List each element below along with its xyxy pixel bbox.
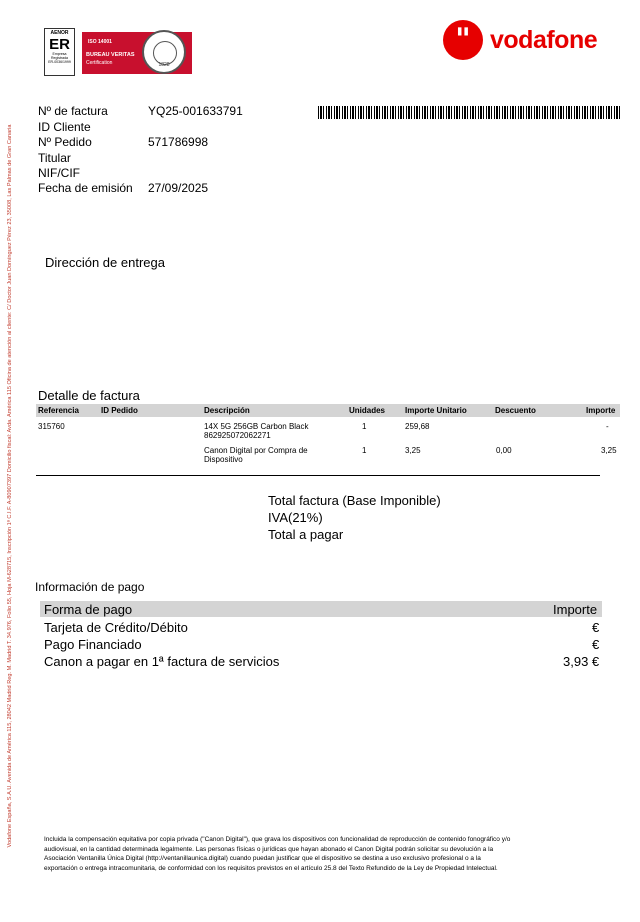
col-descripcion: Descripción (204, 406, 250, 415)
payment-row-label: Canon a pagar en 1ª factura de servicios (44, 654, 280, 669)
footer-legal (44, 835, 604, 873)
row-unit-price: 3,25 (405, 446, 421, 455)
payment-row-amount: € (592, 637, 600, 652)
aenor-code: ER-0036/1999 (48, 60, 71, 64)
order-number-value: 571786998 (148, 135, 209, 149)
bureau-veritas-logo (82, 32, 192, 74)
row-units: 1 (362, 446, 367, 455)
aenor-sub: Empresa Registrada (51, 52, 68, 60)
footer-line: Incluida la compensación equitativa por copia privada ("Canon Digital"), que grava los dispositivos con funcionalidad de reproducción de contenido fonográfico y/o (44, 836, 511, 843)
row-amount: 3,25 (601, 446, 617, 455)
col-importe: Importe (586, 406, 616, 415)
invoice-number-value: YQ25-001633791 (148, 104, 243, 118)
payment-row-label: Pago Financiado (44, 637, 142, 652)
aenor-top: AENOR (50, 30, 69, 36)
table-divider (36, 475, 600, 476)
footer-line: Asociación Ventanilla Única Digital (http://ventanillaunica.digital) cuando puedan justificar que el dispositivo se destina a uso exclusivo profesional o a la (44, 855, 481, 862)
total-pay-label: Total a pagar (268, 527, 344, 542)
row-discount: 0,00 (496, 446, 512, 455)
col-id-pedido: ID Pedido (101, 406, 138, 415)
bv-seal-icon (142, 30, 186, 74)
bv-sub: Certification (86, 60, 113, 66)
payment-row-amount: € (592, 620, 600, 635)
footer-line: audiovisual, en la cantidad determinada legalmente. Las personas físicas o jurídicas que hayan abonado el Canon Digital podrán solicitar su devolución a la (44, 845, 494, 853)
col-importe-unitario: Importe Unitario (405, 406, 467, 415)
detail-title: Detalle de factura (38, 388, 140, 403)
iva-label: IVA(21%) (268, 510, 323, 525)
client-id-label: ID Cliente (38, 120, 91, 134)
payment-row-label: Tarjeta de Crédito/Débito (44, 620, 188, 635)
row-units: 1 (362, 422, 367, 431)
row-desc-line2: Dispositivo (204, 455, 243, 464)
issue-date-value: 27/09/2025 (148, 181, 209, 195)
barcode (318, 106, 620, 119)
total-base-label: Total factura (Base Imponible) (268, 493, 441, 508)
aenor-logo (44, 28, 75, 76)
col-descuento: Descuento (495, 406, 536, 415)
payment-row-amount: 3,93 € (563, 654, 600, 669)
order-number-label: Nº Pedido (38, 135, 92, 149)
row-desc-line1: Canon Digital por Compra de (204, 446, 308, 455)
vodafone-logo-icon: " (443, 20, 483, 60)
row-unit-price: 259,68 (405, 422, 430, 431)
col-referencia: Referencia (38, 406, 79, 415)
payment-method-header: Forma de pago (44, 602, 133, 617)
bv-name: BUREAU VERITAS (86, 52, 135, 58)
bv-iso: ISO 14001 (88, 39, 112, 45)
row-ref: 315760 (38, 422, 65, 431)
delivery-title: Dirección de entrega (45, 255, 165, 270)
row-amount: - (606, 422, 609, 431)
holder-label: Titular (38, 151, 71, 165)
col-unidades: Unidades (349, 406, 386, 415)
nif-label: NIF/CIF (38, 166, 80, 180)
payment-amount-header: Importe (553, 602, 598, 617)
bv-year: 1828 (158, 62, 170, 68)
table-header (36, 404, 620, 417)
row-desc-line2: 862925072062271 (204, 431, 271, 440)
invoice-number-label: Nº de factura (38, 104, 108, 118)
issue-date-label: Fecha de emisión (38, 181, 133, 195)
footer-line: exportación o entrega intracomunitaria, de conformidad con los requisitos previstos en el artículo 25.8 del Texto Refundido de la Ley de Propiedad Intelectual. (44, 864, 498, 872)
brand-name: vodafone (490, 26, 598, 54)
aenor-mark: ER (49, 36, 70, 53)
row-desc-line1: 14X 5G 256GB Carbon Black (204, 422, 309, 431)
payment-title: Información de pago (35, 580, 145, 594)
side-legal-text: Vodafone España, S.A.U. Avenida de América 115, 28042 Madrid Reg. M. Madrid T. 34.976, Folio 55, Hoja M-628715, Inscripción 1ª C.I.F. A-80907397 Domicilio fiscal: Avda. América 115 Oficina de atención al cliente: C/ Doctor Juan Domínguez Pérez 23, 35008, Las Palmas de Gran Canaria (7, 124, 13, 848)
